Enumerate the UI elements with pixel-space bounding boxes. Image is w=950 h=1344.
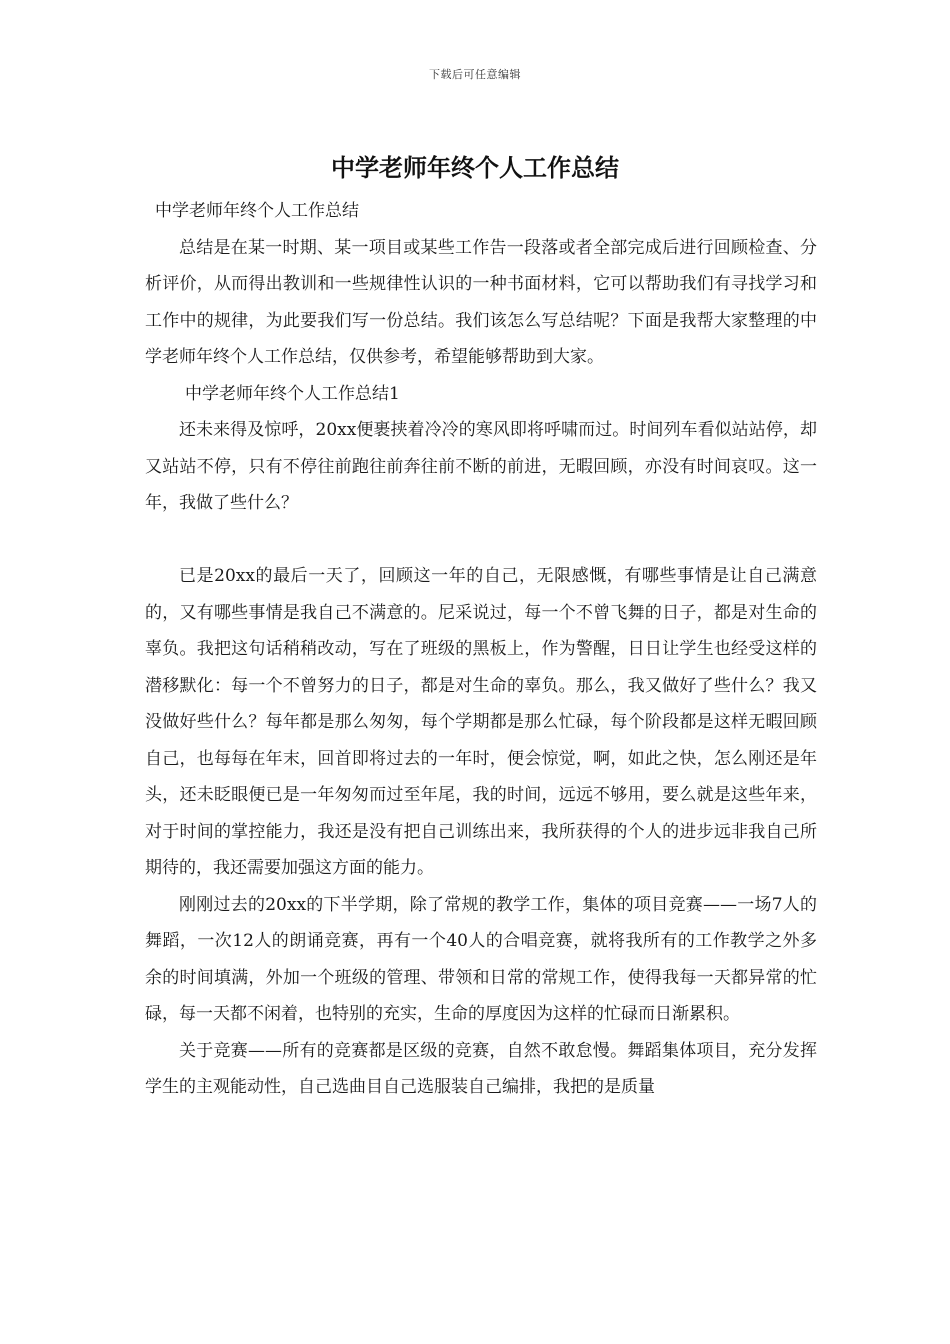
header-note: 下载后可任意编辑 [429, 68, 521, 81]
section-heading: 中学老师年终个人工作总结1 [185, 383, 400, 404]
body-paragraph-2: 已是20xx的最后一天了，回顾这一年的自己，无限感慨，有哪些事情是让自己满意的，又有哪些事情是我自己不满意的。尼采说过，每一个不曾飞舞的日子，都是对生命的辜负。我把这句话稍稍改动，写在了班级的黑板上，作为警醒，日日让学生也经受这样的潜移默化：每一个不曾努力的日子，都是对生命的辜负。那么，我又做好了些什么？我又没做好些什么？每年都是那么匆匆，每个学期都是那么忙碌，每个阶段都是这样无暇回顾自己，也每每在年末，回首即将过去的一年时，便会惊觉，啊，如此之快，怎么刚还是年头，还未眨眼便已是一年匆匆而过至年尾，我的时间，远远不够用，要么就是这些年来，对于时间的掌控能力，我还是没有把自己训练出来，我所获得的个人的进步远非我自己所期待的，我还需要加强这方面的能力。 [145, 566, 817, 878]
document-title: 中学老师年终个人工作总结 [331, 153, 619, 182]
document-body [145, 193, 817, 1106]
intro-paragraph: 总结是在某一时期、某一项目或某些工作告一段落或者全部完成后进行回顾检查、分析评价，从而得出教训和一些规律性认识的一种书面材料，它可以帮助我们有寻找学习和工作中的规律，为此要我们写一份总结。我们该怎么写总结呢？下面是我帮大家整理的中学老师年终个人工作总结，仅供参考，希望能够帮助到大家。 [145, 237, 817, 367]
body-paragraph-3: 刚刚过去的20xx的下半学期，除了常规的教学工作，集体的项目竞赛——一场7人的舞蹈，一次12人的朗诵竞赛，再有一个40人的合唱竞赛，就将我所有的工作教学之外多余的时间填满，外加一个班级的管理、带领和日常的常规工作，使得我每一天都异常的忙碌，每一天都不闲着，也特别的充实，生命的厚度因为这样的忙碌而日渐累积。 [145, 894, 817, 1024]
document-subtitle: 中学老师年终个人工作总结 [155, 201, 359, 221]
body-paragraph-4: 关于竞赛——所有的竞赛都是区级的竞赛，自然不敢怠慢。舞蹈集体项目，充分发挥学生的主观能动性，自己选曲目自己选服装自己编排，我把的是质量 [145, 1040, 817, 1097]
paragraph-spacer [145, 522, 817, 559]
body-paragraph-1: 还未来得及惊呼，20xx便裹挟着冷冷的寒风即将呼啸而过。时间列车看似站站停，却又站站不停，只有不停往前跑往前奔往前不断的前进，无暇回顾，亦没有时间哀叹。这一年，我做了些什么？ [145, 420, 817, 513]
